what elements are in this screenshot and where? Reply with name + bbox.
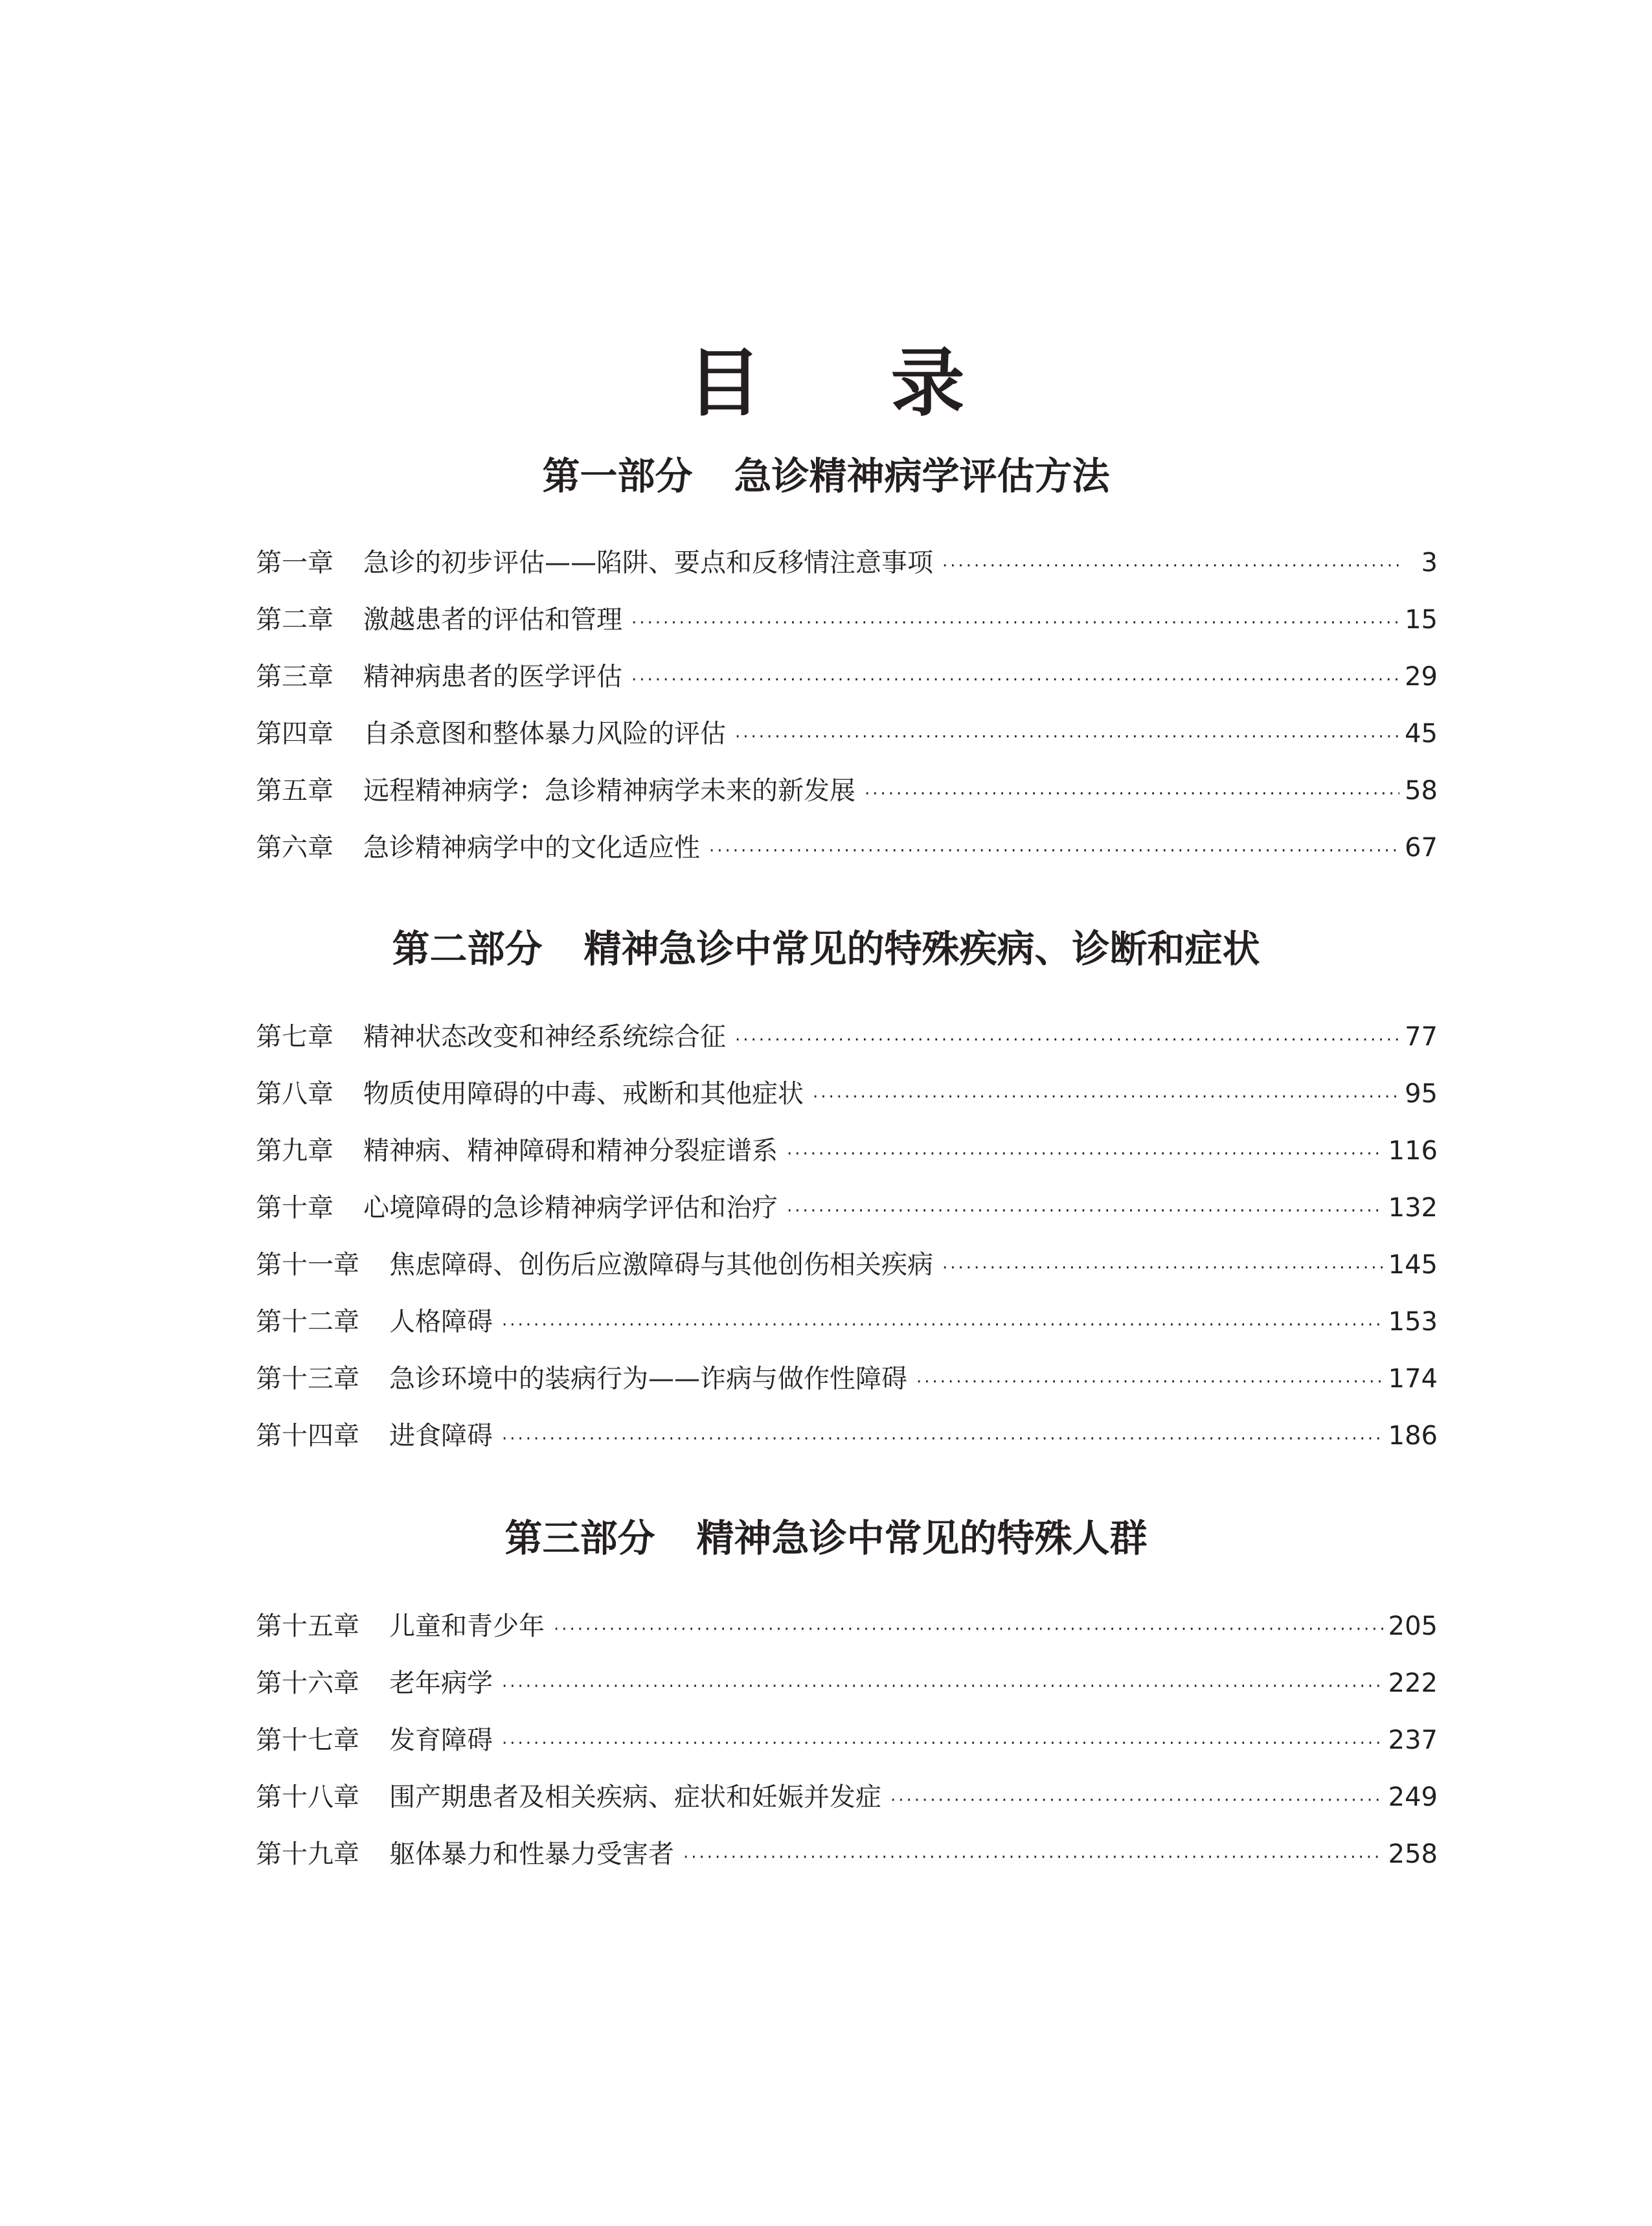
chapter-number: 第十六章 [256,1668,359,1698]
page-number: 3 [1421,548,1438,578]
toc-list-part-2 [256,1008,1438,1464]
page-number: 95 [1405,1079,1438,1109]
toc-entry[interactable] [256,1407,1438,1464]
chapter-title: 焦虑障碍、创伤后应激障碍与其他创伤相关疾病 [389,1250,933,1280]
part-label: 第三部分 [504,1516,655,1560]
toc-list-part-1 [256,534,1438,876]
chapter-title: 心境障碍的急诊精神病学评估和治疗 [363,1193,778,1223]
page-number: 174 [1388,1364,1438,1394]
page-number: 222 [1388,1668,1438,1698]
page-number: 186 [1388,1421,1438,1451]
toc-entry[interactable] [256,819,1438,876]
page-number: 249 [1388,1782,1438,1812]
chapter-number: 第八章 [256,1079,334,1109]
chapter-number: 第十九章 [256,1839,359,1869]
leader-dots [787,1183,1383,1240]
chapter-title: 老年病学 [389,1668,493,1698]
chapter-title: 围产期患者及相关疾病、症状和妊娠并发症 [389,1782,881,1812]
toc-entry[interactable] [256,591,1438,648]
leader-dots [631,595,1399,652]
chapter-title: 精神病患者的医学评估 [363,662,622,692]
page-number: 237 [1388,1725,1438,1755]
chapter-title: 自杀意图和整体暴力风险的评估 [363,719,726,749]
title-char-second: 录 [890,339,965,427]
part-name: 急诊精神病学评估方法 [734,454,1110,498]
chapter-title: 精神病、精神障碍和精神分裂症谱系 [363,1136,778,1166]
toc-entry[interactable] [256,1065,1438,1122]
leader-dots [502,1411,1383,1468]
page-title [0,331,1652,435]
chapter-title: 人格障碍 [389,1307,493,1337]
toc-list-part-3 [256,1598,1438,1883]
page-number: 15 [1405,605,1438,635]
leader-dots [787,1126,1383,1183]
chapter-title: 发育障碍 [389,1725,493,1755]
part-label: 第二部分 [392,927,543,971]
page-number: 45 [1405,719,1438,749]
chapter-title: 急诊的初步评估——陷阱、要点和反移情注意事项 [363,548,933,578]
chapter-number: 第六章 [256,833,334,863]
chapter-number: 第四章 [256,719,334,749]
chapter-number: 第十一章 [256,1250,359,1280]
page-number: 153 [1388,1307,1438,1337]
page-number: 29 [1405,662,1438,692]
part-heading-2 [0,920,1652,978]
leader-dots [554,1601,1383,1658]
toc-entry[interactable] [256,705,1438,762]
leader-dots [865,766,1399,823]
part-name: 精神急诊中常见的特殊疾病、诊断和症状 [583,927,1260,971]
page-number: 116 [1388,1136,1438,1166]
chapter-title: 物质使用障碍的中毒、戒断和其他症状 [363,1079,804,1109]
chapter-title: 躯体暴力和性暴力受害者 [389,1839,674,1869]
leader-dots [683,1829,1383,1886]
toc-entry[interactable] [256,1350,1438,1407]
chapter-number: 第九章 [256,1136,334,1166]
toc-entry[interactable] [256,762,1438,819]
toc-entry[interactable] [256,1179,1438,1236]
toc-entry[interactable] [256,534,1438,591]
leader-dots [502,1297,1383,1354]
chapter-title: 急诊环境中的装病行为——诈病与做作性障碍 [389,1364,907,1394]
leader-dots [709,823,1399,880]
leader-dots [890,1772,1383,1829]
page-number: 145 [1388,1250,1438,1280]
leader-dots [916,1354,1383,1411]
chapter-title: 进食障碍 [389,1421,493,1451]
leader-dots [735,1012,1399,1069]
toc-entry[interactable] [256,1293,1438,1350]
toc-entry[interactable] [256,648,1438,705]
toc-entry[interactable] [256,1769,1438,1826]
leader-dots [502,1715,1383,1772]
toc-entry[interactable] [256,1122,1438,1179]
toc-entry[interactable] [256,1655,1438,1712]
chapter-number: 第十八章 [256,1782,359,1812]
page-number: 132 [1388,1193,1438,1223]
chapter-title: 精神状态改变和神经系统综合征 [363,1022,726,1052]
page-number: 77 [1405,1022,1438,1052]
part-label: 第一部分 [542,454,693,498]
chapter-number: 第十四章 [256,1421,359,1451]
part-heading-1 [0,447,1652,505]
leader-dots [942,538,1400,595]
chapter-number: 第十三章 [256,1364,359,1394]
chapter-number: 第十二章 [256,1307,359,1337]
leader-dots [631,652,1399,709]
chapter-number: 第三章 [256,662,334,692]
page-number: 58 [1405,776,1438,806]
toc-entry[interactable] [256,1008,1438,1065]
chapter-number: 第十章 [256,1193,334,1223]
chapter-title: 激越患者的评估和管理 [363,605,622,635]
leader-dots [942,1240,1383,1297]
chapter-number: 第五章 [256,776,334,806]
chapter-title: 急诊精神病学中的文化适应性 [363,833,700,863]
title-char-first: 目 [687,339,762,427]
chapter-number: 第十五章 [256,1611,359,1641]
chapter-number: 第七章 [256,1022,334,1052]
chapter-number: 第一章 [256,548,334,578]
chapter-number: 第二章 [256,605,334,635]
chapter-title: 远程精神病学：急诊精神病学未来的新发展 [363,776,855,806]
toc-entry[interactable] [256,1712,1438,1769]
page-number: 258 [1388,1839,1438,1869]
page-number: 67 [1405,833,1438,863]
chapter-number: 第十七章 [256,1725,359,1755]
leader-dots [813,1069,1399,1126]
toc-entry[interactable] [256,1826,1438,1883]
part-name: 精神急诊中常见的特殊人群 [696,1516,1148,1560]
leader-dots [502,1658,1383,1715]
toc-entry[interactable] [256,1598,1438,1655]
chapter-title: 儿童和青少年 [389,1611,545,1641]
part-heading-3 [0,1509,1652,1567]
page-number: 205 [1388,1611,1438,1641]
leader-dots [735,709,1399,766]
toc-entry[interactable] [256,1236,1438,1293]
